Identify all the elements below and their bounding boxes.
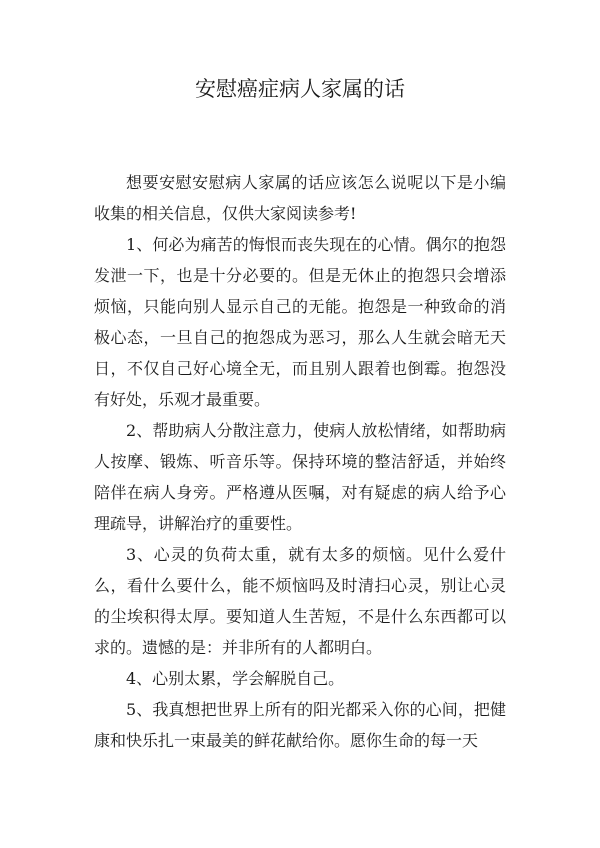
paragraph-2: 2、帮助病人分散注意力，使病人放松情绪，如帮助病人按摩、锻炼、听音乐等。保持环境的整洁舒适，并始终陪伴在病人身旁。严格遵从医嘱，对有疑虑的病人给予心理疏导，讲解治疗的重要性。 <box>94 421 506 533</box>
paragraph-intro: 想要安慰安慰病人家属的话应该怎么说呢以下是小编收集的相关信息，仅供大家阅读参考! <box>94 173 506 223</box>
document-title: 安慰癌症病人家属的话 <box>195 77 405 101</box>
paragraph-3: 3、心灵的负荷太重，就有太多的烦恼。见什么爱什么，看什么要什么，能不烦恼吗及时清扫心灵，别让心灵的尘埃积得太厚。要知道人生苦短，不是什么东西都可以求的。遗憾的是：并非所有的人都明白。 <box>94 545 506 657</box>
paragraph-4: 4、心别太累，学会解脱自己。 <box>126 669 345 688</box>
document-body <box>94 167 506 756</box>
paragraph-5: 5、我真想把世界上所有的阳光都采入你的心间，把健康和快乐扎一束最美的鲜花献给你。愿你生命的每一天 <box>94 700 506 750</box>
paragraph-1: 1、何必为痛苦的悔恨而丧失现在的心情。偶尔的抱怨发泄一下，也是十分必要的。但是无休止的抱怨只会增添烦恼，只能向别人显示自己的无能。抱怨是一种致命的消极心态，一旦自己的抱怨成为恶习，那么人生就会暗无天日，不仅自己好心境全无，而且别人跟着也倒霉。抱怨没有好处，乐观才最重要。 <box>94 235 506 409</box>
